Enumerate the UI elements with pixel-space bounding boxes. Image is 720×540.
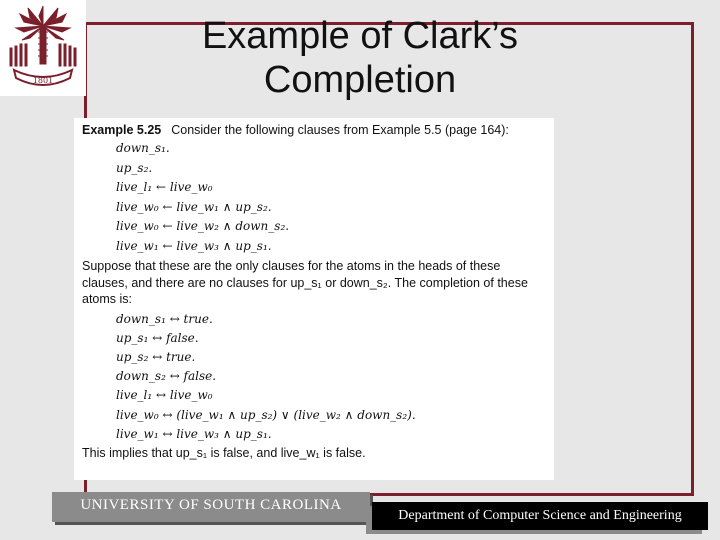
palmetto-tree-seal-icon bbox=[0, 0, 86, 96]
completion-item: down_s₁ ↔ true. bbox=[116, 311, 213, 326]
example-image bbox=[74, 118, 554, 480]
clause-item: live_w₀ ← live_w₁ ∧ up_s₂. bbox=[116, 199, 272, 214]
clause-item: live_w₀ ← live_w₂ ∧ down_s₂. bbox=[116, 219, 290, 233]
clause-item: live_l₁ ← live_w₀ bbox=[116, 180, 213, 194]
completion-item: up_s₂ ↔ true. bbox=[116, 349, 196, 364]
department-banner: Department of Computer Science and Engineering bbox=[372, 502, 708, 530]
completion-item: down_s₂ ↔ false. bbox=[116, 369, 217, 384]
completion-list bbox=[82, 310, 546, 444]
logo-year: 1801 bbox=[32, 76, 54, 85]
clause-item: down_s₁. bbox=[116, 141, 170, 155]
example-intro: Consider the following clauses from Example 5.5 (page 164): bbox=[171, 123, 509, 137]
university-logo bbox=[0, 0, 86, 96]
completion-item: up_s₁ ↔ false. bbox=[116, 330, 199, 345]
example-paragraph: Suppose that these are the only clauses for the atoms in the heads of these clauses, and there are no clauses for up_s₁ or down_s₂. The completion of these atoms is: bbox=[82, 259, 528, 306]
completion-item: live_w₁ ↔ live_w₃ ∧ up_s₁. bbox=[116, 426, 272, 441]
title-line-2: Completion bbox=[263, 59, 457, 101]
completion-item: live_w₀ ↔ (live_w₁ ∧ up_s₂) ∨ (live_w₂ ∧ down_s₂). bbox=[116, 407, 416, 422]
clause-item: up_s₂. bbox=[116, 160, 153, 175]
example-conclusion: This implies that up_s₁ is false, and live_w₁ is false. bbox=[82, 445, 366, 460]
slide-title bbox=[150, 14, 570, 102]
university-banner: UNIVERSITY OF SOUTH CAROLINA bbox=[52, 492, 370, 522]
title-line-1: Example of Clark’s bbox=[201, 15, 519, 57]
completion-item: live_l₁ ↔ live_w₀ bbox=[116, 388, 213, 403]
example-header bbox=[82, 121, 546, 139]
example-label: Example 5.25 bbox=[82, 123, 162, 137]
clause-item: live_w₁ ← live_w₃ ∧ up_s₁. bbox=[116, 238, 272, 253]
clause-list bbox=[82, 139, 546, 256]
